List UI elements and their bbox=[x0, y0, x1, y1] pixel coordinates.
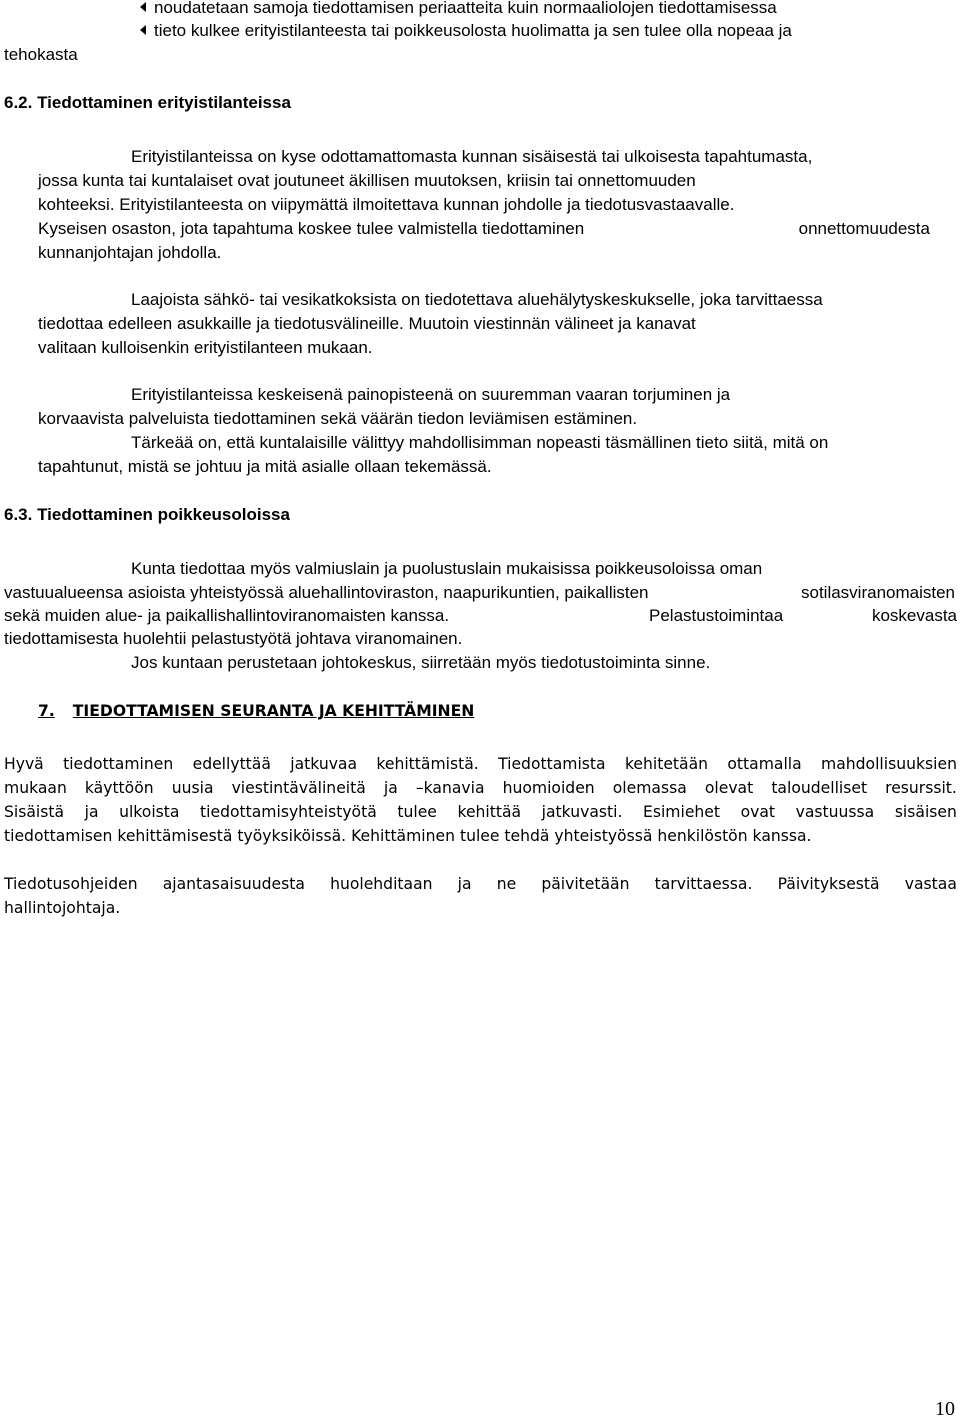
page-number: 10 bbox=[935, 1398, 955, 1420]
paragraph-line: Erityistilanteissa on kyse odottamattomasta kunnan sisäisestä tai ulkoisesta tapahtumasta, bbox=[131, 147, 813, 166]
paragraph-line: vastuualueensa asioista yhteistyössä aluehallintoviraston, naapurikuntien, paikallisten sotilasviranomaisten bbox=[4, 583, 955, 602]
paragraph-line: Laajoista sähkö- tai vesikatkoksista on tiedotettava aluehälytyskeskukselle, joka tarvittaessa bbox=[131, 290, 823, 309]
paragraph-line: tiedottamisen kehittämisestä työyksiköissä. Kehittäminen tulee tehdä yhteistyössä henkilöstön kanssa. bbox=[4, 827, 812, 845]
paragraph-line: Tärkeää on, että kuntalaisille välittyy mahdollisimman nopeasti täsmällinen tieto siitä, mitä on bbox=[131, 433, 829, 452]
paragraph-line: kunnanjohtajan johdolla. bbox=[38, 243, 222, 262]
paragraph-line: Jos kuntaan perustetaan johtokeskus, siirretään myös tiedotustoiminta sinne. bbox=[131, 653, 711, 672]
paragraph-line: jossa kunta tai kuntalaiset ovat joutuneet äkillisen muutoksen, kriisin tai onnettomuuden bbox=[38, 171, 696, 190]
paragraph-line: tiedottamisesta huolehtii pelastustyötä johtava viranomainen. bbox=[4, 629, 463, 648]
list-item-continuation: tehokasta bbox=[4, 45, 78, 64]
paragraph-line: Tiedotusohjeiden ajantasaisuudesta huolehditaan ja ne päivitetään tarvittaessa. Päivityksestä vastaa bbox=[4, 875, 957, 893]
paragraph-line: tiedottaa edelleen asukkaille ja tiedotusvälineille. Muutoin viestinnän välineet ja kanavat bbox=[38, 314, 696, 333]
section-heading-6-2: 6.2. Tiedottaminen erityistilanteissa bbox=[4, 93, 291, 112]
paragraph-line: hallintojohtaja. bbox=[4, 899, 121, 917]
paragraph-line: tapahtunut, mistä se johtuu ja mitä asialle ollaan tekemässä. bbox=[38, 457, 492, 476]
paragraph-line: korvaavista palveluista tiedottaminen sekä väärän tiedon leviämisen estäminen. bbox=[38, 409, 638, 428]
paragraph-line: Sisäistä ja ulkoista tiedottamisyhteistyötä tulee kehittää jatkuvasti. Esimiehet ovat vastuussa sisäisen bbox=[4, 803, 957, 821]
paragraph-line: Hyvä tiedottaminen edellyttää jatkuvaa kehittämistä. Tiedottamista kehitetään ottamalla mahdollisuuksien bbox=[4, 755, 957, 773]
section-heading-6-3: 6.3. Tiedottaminen poikkeusoloissa bbox=[4, 505, 290, 524]
paragraph-line: Kunta tiedottaa myös valmiuslain ja puolustuslain mukaisissa poikkeusoloissa oman bbox=[131, 559, 763, 578]
paragraph-line: valitaan kulloisenkin erityistilanteen mukaan. bbox=[38, 338, 373, 357]
paragraph-line: Erityistilanteissa keskeisenä painopisteenä on suuremman vaaran torjuminen ja bbox=[131, 385, 731, 404]
paragraph-line: kohteeksi. Erityistilanteesta on viipymättä ilmoitettava kunnan johdolle ja tiedotusvastaavalle. bbox=[38, 195, 735, 214]
section-heading-7: 7. TIEDOTTAMISEN SEURANTA JA KEHITTÄMINEN bbox=[38, 702, 475, 720]
list-item: tieto kulkee erityistilanteesta tai poikkeusolosta huolimatta ja sen tulee olla nopeaa ja bbox=[140, 20, 792, 42]
paragraph-line: Kyseisen osaston, jota tapahtuma koskee tulee valmistella tiedottaminen onnettomuudesta bbox=[38, 219, 930, 238]
paragraph-line: mukaan käyttöön uusia viestintävälineitä ja –kanavia huomioiden olemassa olevat taloudelliset resurssit. bbox=[4, 779, 957, 797]
arrow-bullet-icon bbox=[140, 25, 146, 35]
list-item: noudatetaan samoja tiedottamisen periaatteita kuin normaaliolojen tiedottamisessa bbox=[140, 0, 777, 19]
paragraph-line: sekä muiden alue- ja paikallishallintoviranomaisten kanssa. Pelastustoimintaa koskevasta bbox=[4, 606, 957, 625]
arrow-bullet-icon bbox=[140, 2, 146, 12]
